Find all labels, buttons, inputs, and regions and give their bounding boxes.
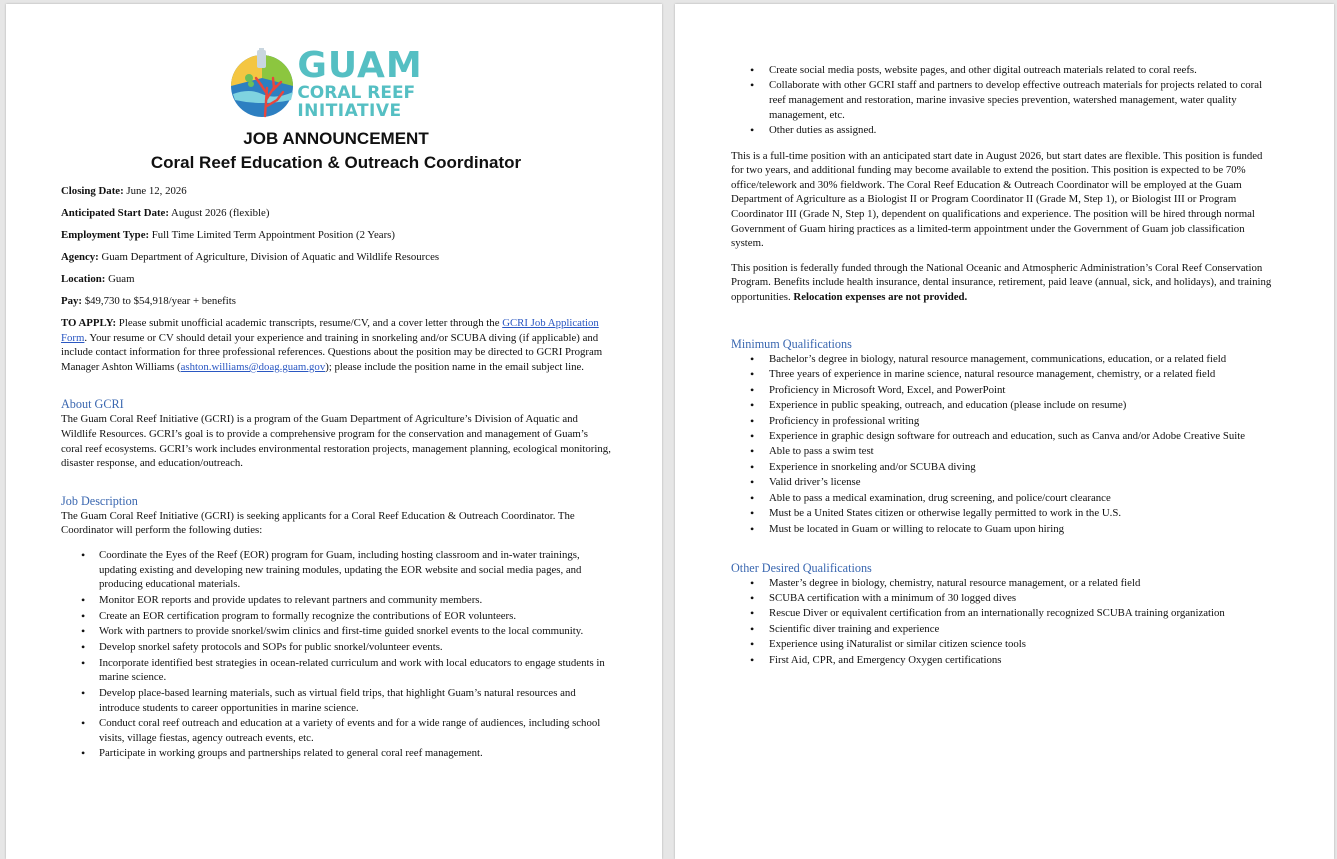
logo-line-initiative: INITIATIVE xyxy=(297,101,402,121)
closing-date xyxy=(61,184,611,199)
list-item: • Experience in graphic design software for outreach and education, such as Canva and/or Adobe Creative Suite xyxy=(731,429,1277,444)
list-item: • Proficiency in professional writing xyxy=(731,414,1277,429)
field-label: Anticipated Start Date: xyxy=(61,206,169,219)
start-date xyxy=(61,206,611,221)
agency xyxy=(61,250,611,265)
list-item: • Other duties as assigned. xyxy=(731,123,1277,138)
list-item: • Conduct coral reef outreach and education at a variety of events and for a wide range of audiences, including school visits, village fiestas, agency outreach events, etc. xyxy=(61,716,611,745)
logo-line-guam: GUAM xyxy=(297,45,423,86)
apply-label: TO APPLY: xyxy=(61,317,117,330)
about-paragraph: The Guam Coral Reef Initiative (GCRI) is a program of the Guam Department of Agriculture’s Division of Aquatic and Wildlife Resources. GCRI’s goal is to provide a comprehensive program for the conservation and management of Guam’s coral reef ecosystems. GCRI’s work includes environmental restoration projects, management planning, ecological monitoring, disaster response, and education/outreach. xyxy=(61,413,611,470)
minimum-qualifications-list xyxy=(731,352,1277,537)
field-label: Agency: xyxy=(61,250,99,263)
list-item: • Collaborate with other GCRI staff and partners to develop effective outreach materials for projects related to coral reef management and restoration, marine invasive species prevention, watershed management, water quality management, etc. xyxy=(731,78,1277,122)
list-item: • SCUBA certification with a minimum of 30 logged dives xyxy=(731,591,1277,606)
duties-list-page-2 xyxy=(731,63,1277,138)
field-label: Closing Date: xyxy=(61,184,124,197)
list-item: • Participate in working groups and partnerships related to general coral reef management. xyxy=(61,746,611,761)
list-item: • Create an EOR certification program to formally recognize the contributions of EOR volunteers. xyxy=(61,609,611,624)
coral-reef-logo-icon xyxy=(229,48,295,120)
list-item: • Rescue Diver or equivalent certification from an internationally recognized SCUBA training organization xyxy=(731,606,1277,621)
field-value: $49,730 to $54,918/year + benefits xyxy=(82,294,236,307)
list-item: • Work with partners to provide snorkel/swim clinics and first-time guided snorkel events to the local community. xyxy=(61,624,611,639)
list-item: • Experience using iNaturalist or similar citizen science tools xyxy=(731,637,1277,652)
field-value: August 2026 (flexible) xyxy=(168,206,270,219)
apply-text-1: Please submit unofficial academic transcripts, resume/CV, and a cover letter through the xyxy=(116,317,503,330)
relocation-note: Relocation expenses are not provided. xyxy=(793,290,968,303)
desired-qualifications-title: Other Desired Qualifications xyxy=(731,560,872,575)
contact-email-link[interactable]: ashton.williams@doag.guam.gov xyxy=(180,360,326,373)
list-item: • Must be located in Guam or willing to relocate to Guam upon hiring xyxy=(731,522,1277,537)
apply-text-2: . Your resume or CV should detail your experience and training in snorkeling and/or SCUBA diving (if applicable) and include contact information for three professional references. Questions about the position may be directed to GCRI Program Manager Ashton Williams ( xyxy=(61,331,603,373)
pay xyxy=(61,294,611,309)
list-item: • Incorporate identified best strategies in ocean-related curriculum and work with local educators to engage students in marine science. xyxy=(61,656,611,685)
field-value: June 12, 2026 xyxy=(123,184,187,197)
list-item: • Coordinate the Eyes of the Reef (EOR) program for Guam, including hosting classroom and in-water trainings, updating existing and developing new training modules, updating the EOR website and social media pages, and producing educational materials. xyxy=(61,548,611,592)
position-title: Coral Reef Education & Outreach Coordinator xyxy=(150,153,522,172)
list-item: • Bachelor’s degree in biology, natural resource management, communications, education, or a related field xyxy=(731,352,1277,367)
gcri-logo xyxy=(41,40,611,128)
how-to-apply xyxy=(61,316,611,374)
list-item: • First Aid, CPR, and Emergency Oxygen certifications xyxy=(731,653,1277,668)
field-value: Guam xyxy=(105,272,135,285)
funding-paragraph xyxy=(731,261,1277,305)
job-intro-paragraph: The Guam Coral Reef Initiative (GCRI) is seeking applicants for a Coral Reef Education & Outreach Coordinator. The Coordinator will perform the following duties: xyxy=(61,509,575,537)
minimum-qualifications-title: Minimum Qualifications xyxy=(731,336,852,351)
employment-type xyxy=(61,228,611,243)
field-label: Pay: xyxy=(61,294,82,307)
document-page-1 xyxy=(6,4,662,859)
field-label: Employment Type: xyxy=(61,228,150,241)
logo-line-coral-reef: CORAL REEF xyxy=(297,83,416,103)
list-item: • Scientific diver training and experience xyxy=(731,622,1277,637)
logo-wordmark xyxy=(297,45,423,121)
list-item: • Create social media posts, website pages, and other digital outreach materials related to coral reefs. xyxy=(731,63,1277,78)
list-item: • Master’s degree in biology, chemistry, natural resource management, or a related field xyxy=(731,576,1277,591)
list-item: • Proficiency in Microsoft Word, Excel, and PowerPoint xyxy=(731,383,1277,398)
job-description-title: Job Description xyxy=(61,493,138,508)
application-form-link[interactable]: GCRI Job Application Form xyxy=(61,317,599,344)
field-value: Full Time Limited Term Appointment Position (2 Years) xyxy=(149,228,395,241)
field-label: Location: xyxy=(61,272,106,285)
list-item: • Valid driver’s license xyxy=(731,475,1277,490)
announcement-title: JOB ANNOUNCEMENT xyxy=(243,129,429,148)
list-item: • Three years of experience in marine science, natural resource management, chemistry, or a related field xyxy=(731,367,1277,382)
page-2-content xyxy=(731,63,1277,668)
apply-text-3: ); please include the position name in the email subject line. xyxy=(325,360,584,373)
list-item: • Experience in public speaking, outreach, and education (please include on resume) xyxy=(731,398,1277,413)
list-item: • Develop place-based learning materials, such as virtual field trips, that highlight Guam’s natural resources and introduce students to career opportunities in marine science. xyxy=(61,686,611,715)
list-item: • Must be a United States citizen or otherwise legally permitted to work in the U.S. xyxy=(731,506,1277,521)
location xyxy=(61,272,611,287)
list-item: • Monitor EOR reports and provide updates to relevant partners and community members. xyxy=(61,593,611,608)
position-details-paragraph: This is a full-time position with an anticipated start date in August 2026, but start dates are flexible. This position is funded for two years, and additional funding may become available to extend the position. This position is expected to be 70% office/telework and 30% fieldwork. The Coral Reef Education & Outreach Coordinator will be employed at the Guam Department of Agriculture as a Biologist II or Program Coordinator II (Grade M, Step 1), or Biologist III or Program Coordinator III (Grade N, Step 1), dependent on qualifications and experience. The position will be hired through normal Government of Guam hiring practices as a limited-term appointment under the Government of Guam job classification system. xyxy=(731,149,1263,250)
list-item: • Able to pass a medical examination, drug screening, and police/court clearance xyxy=(731,491,1277,506)
document-page-2 xyxy=(675,4,1334,859)
page-1-content xyxy=(61,40,611,762)
list-item: • Experience in snorkeling and/or SCUBA diving xyxy=(731,460,1277,475)
funding-text: This position is federally funded through the National Oceanic and Atmospheric Administration’s Coral Reef Conservation Program. Benefits include health insurance, dental insurance, retirement, paid leave (annual, sick, and holidays), and training opportunities. xyxy=(731,261,1272,303)
list-item: • Able to pass a swim test xyxy=(731,444,1277,459)
field-value: Guam Department of Agriculture, Division of Aquatic and Wildlife Resources xyxy=(98,250,440,263)
about-section-title: About GCRI xyxy=(61,397,124,412)
duties-list-page-1 xyxy=(61,548,611,761)
desired-qualifications-list xyxy=(731,576,1277,668)
list-item: • Develop snorkel safety protocols and SOPs for public snorkel/volunteer events. xyxy=(61,640,611,655)
